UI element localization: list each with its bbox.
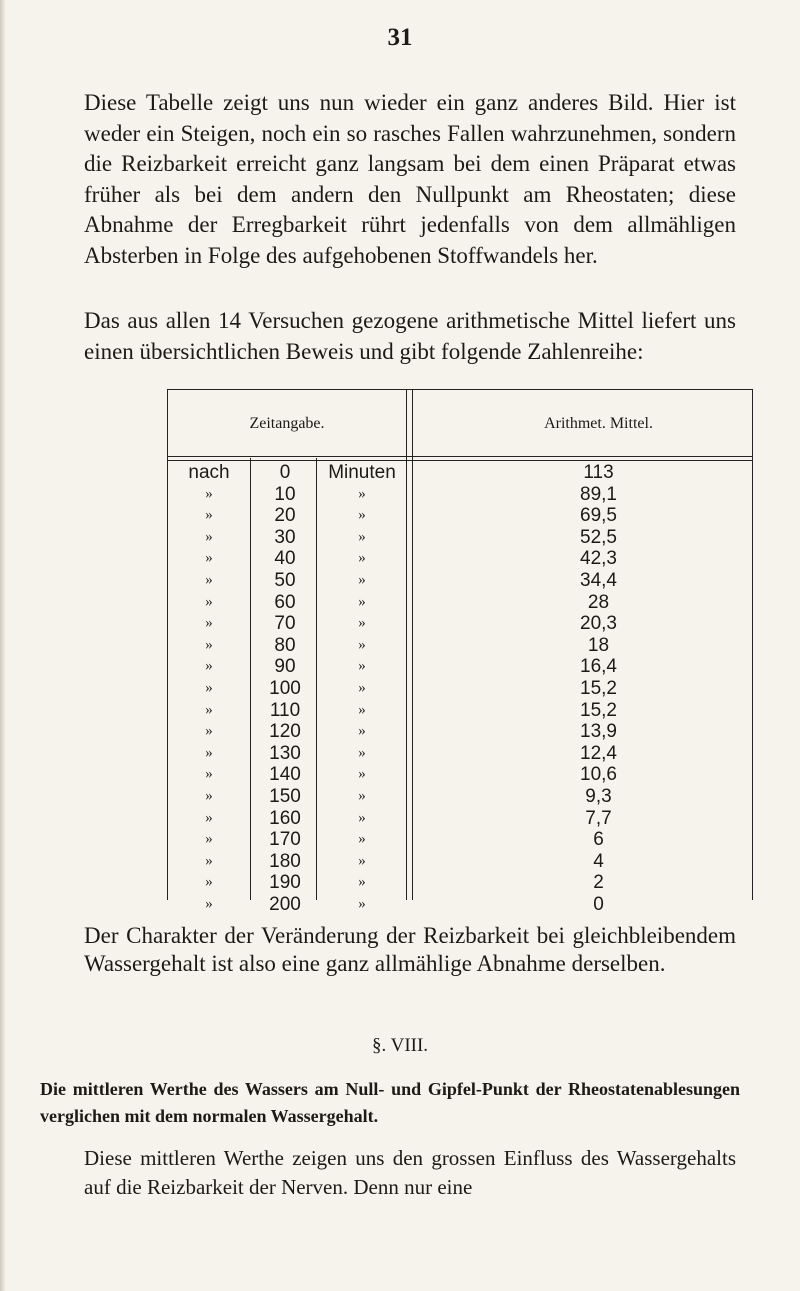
table-row [168,894,752,916]
table-row [168,570,752,592]
cell-unit: » [358,679,366,696]
cell-prefix: » [205,766,213,783]
cell-minutes-value: 170 [269,829,301,851]
cell-mean-value: 2 [593,872,604,894]
cell-mean-value: 34,4 [580,569,617,591]
table-row [168,786,752,808]
table-row [168,484,752,506]
cell-minutes-value: 50 [274,569,296,591]
table-row [168,829,752,851]
cell-mean-value: 4 [593,850,604,872]
table-row [168,678,752,700]
table-row [168,743,752,765]
cell-mean-value: 10,6 [580,764,617,786]
page-number: 31 [387,24,413,51]
cell-prefix: » [205,485,213,502]
cell-prefix: » [205,571,213,588]
cell-prefix: » [205,723,213,740]
cell-prefix: » [205,679,213,696]
cell-prefix: nach [188,462,230,483]
cell-minutes-value: 0 [279,462,291,483]
table-row [168,764,752,786]
cell-unit: » [358,809,366,826]
cell-prefix: » [205,831,213,848]
paragraph-conclusion: Der Charakter der Veränderung der Reizbarkeit bei gleichbleibendem Wassergehalt ist also eine ganz allmählige Abnahme derselben. [84,923,736,976]
cell-minutes-value: 100 [269,677,301,699]
cell-mean-value: 20,3 [580,613,617,635]
paragraph-intro: Diese Tabelle zeigt uns nun wieder ein ganz anderes Bild. Hier ist weder ein Steigen, noch ein so rasches Fallen wahrzunehmen, sondern die Reizbarkeit erreicht ganz langsam bei dem einen Präparat etwas früher als bei dem andern den Nullpunkt am Rheostaten; diese Abnahme der Erregbarkeit rührt jedenfalls von dem allmähligen Absterben in Folge des aufgehobenen Stoffwandels her. [84,90,736,268]
table-row [168,548,752,570]
cell-unit: » [358,593,366,610]
cell-unit: » [358,528,366,545]
cell-mean-value: 113 [583,462,614,483]
table-row [168,656,752,678]
cell-unit: » [358,507,366,524]
cell-unit: » [358,852,366,869]
cell-unit: » [358,485,366,502]
cell-unit: » [358,787,366,804]
table-row [168,700,752,722]
cell-minutes-value: 40 [274,548,296,570]
cell-mean-value: 7,7 [585,807,612,829]
cell-minutes-value: 140 [269,764,301,786]
table-header-rule [168,456,752,457]
cell-unit: » [358,874,366,891]
cell-prefix: » [205,593,213,610]
cell-mean-value: 28 [587,591,610,613]
cell-mean-value: 13,9 [580,721,617,743]
cell-minutes-value: 120 [269,721,301,743]
cell-mean-value: 0 [593,893,604,915]
table-header-time: Zeitangabe. [249,415,325,432]
cell-minutes-value: 70 [274,613,296,635]
cell-mean-value: 52,5 [580,526,617,548]
cell-minutes-value: 80 [274,634,296,656]
cell-unit: » [358,615,366,632]
table-body [168,462,752,915]
cell-mean-value: 15,2 [580,699,617,721]
data-table [167,389,753,915]
table-row [168,872,752,894]
cell-unit: » [358,636,366,653]
cell-mean-value: 12,4 [580,742,617,764]
cell-prefix: » [205,895,213,912]
cell-mean-value: 89,1 [580,483,617,505]
table-row [168,851,752,873]
cell-mean-value: 18 [587,634,610,656]
cell-unit: » [358,550,366,567]
table-row [168,635,752,657]
table-header-rule-double [168,460,752,461]
section-subheading: Die mittleren Werthe des Wassers am Null- und Gipfel-Punkt der Rheostatenablesungen verglichen mit dem normalen Wassergehalt. [40,1079,740,1126]
cell-mean-value: 9,3 [585,785,612,807]
cell-unit: Minuten [328,462,396,483]
cell-minutes-value: 90 [274,656,296,678]
table-row [168,462,752,484]
cell-mean-value: 16,4 [580,656,617,678]
cell-minutes-value: 190 [269,872,301,894]
cell-minutes-value: 30 [274,526,296,548]
cell-unit: » [358,571,366,588]
cell-mean-value: 15,2 [580,677,617,699]
section-heading: §. VIII. [371,1035,429,1056]
cell-minutes-value: 200 [269,893,301,915]
cell-unit: » [358,831,366,848]
cell-unit: » [358,744,366,761]
cell-prefix: » [205,550,213,567]
cell-prefix: » [205,744,213,761]
cell-minutes-value: 20 [274,505,296,527]
cell-unit: » [358,895,366,912]
cell-mean-value: 69,5 [580,505,617,527]
cell-unit: » [358,701,366,718]
cell-mean-value: 42,3 [580,548,617,570]
cell-prefix: » [205,636,213,653]
cell-minutes-value: 110 [269,699,301,721]
cell-prefix: » [205,874,213,891]
page-edge-shadow [0,0,6,1291]
table-row [168,808,752,830]
cell-unit: » [358,766,366,783]
cell-minutes-value: 130 [269,742,301,764]
cell-minutes-value: 180 [269,850,301,872]
paragraph-mean: Das aus allen 14 Versuchen gezogene arithmetische Mittel liefert uns einen übersichtlichen Beweis und gibt folgende Zahlenreihe: [84,308,736,364]
cell-prefix: » [205,701,213,718]
cell-minutes-value: 150 [269,785,301,807]
table-row [168,613,752,635]
cell-prefix: » [205,658,213,675]
table-row [168,527,752,549]
cell-prefix: » [205,615,213,632]
cell-minutes-value: 60 [274,591,296,613]
cell-prefix: » [205,528,213,545]
cell-unit: » [358,723,366,740]
cell-prefix: » [205,507,213,524]
cell-mean-value: 6 [593,829,604,851]
cell-unit: » [358,658,366,675]
cell-minutes-value: 160 [269,807,301,829]
cell-prefix: » [205,787,213,804]
cell-minutes-value: 10 [274,483,296,505]
cell-prefix: » [205,852,213,869]
cell-prefix: » [205,809,213,826]
table-header-mean: Arithmet. Mittel. [544,415,653,432]
paragraph-section-start: Diese mittleren Werthe zeigen uns den grossen Einfluss des Wassergehalts auf die Reizbarkeit der Nerven. Denn nur eine [84,1146,736,1199]
table-row [168,505,752,527]
table-row [168,721,752,743]
table-row [168,592,752,614]
